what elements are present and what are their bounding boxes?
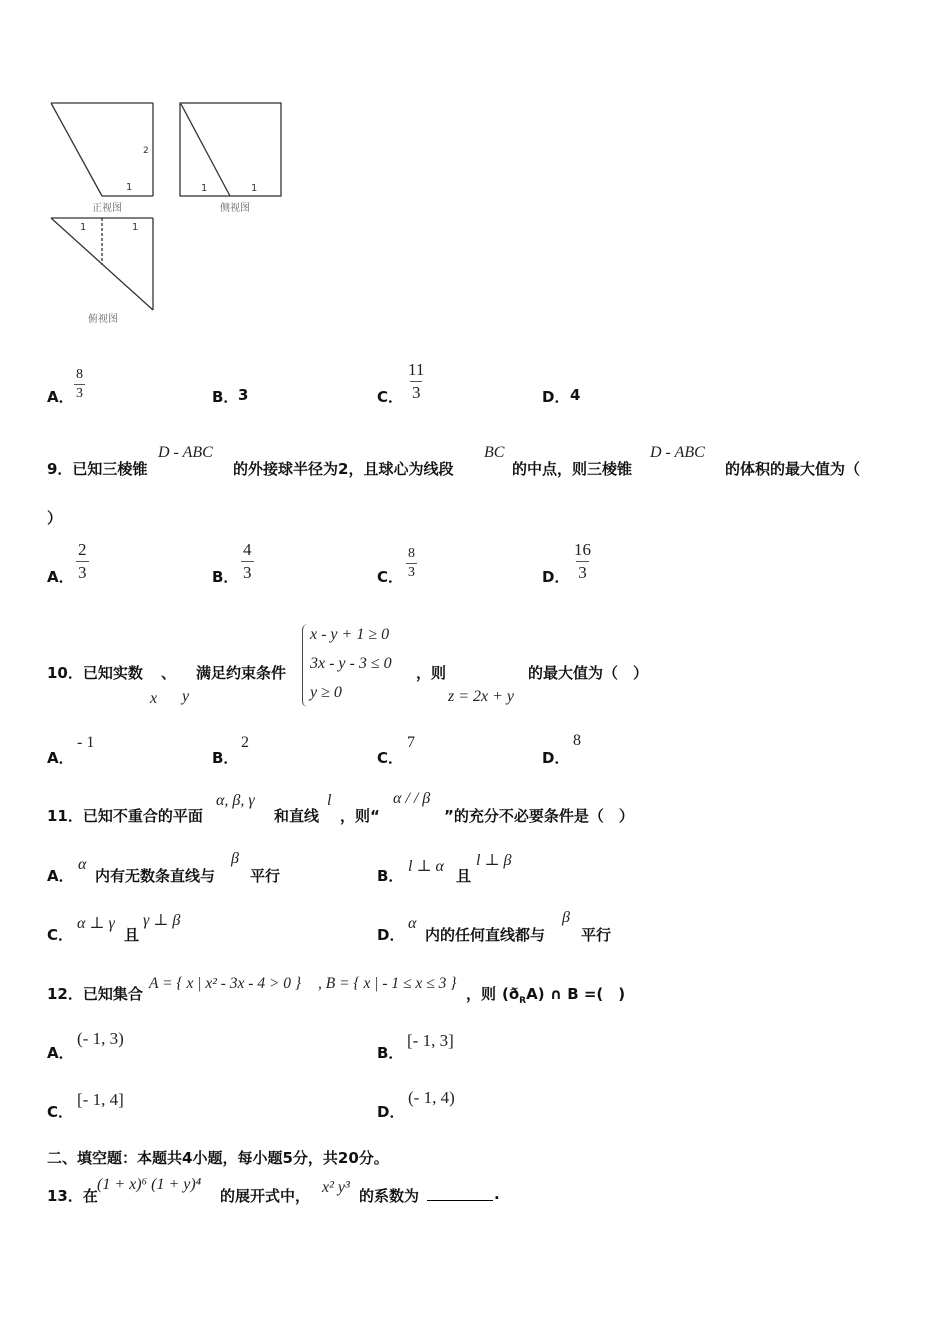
q11-then: ，则“ [340,807,380,825]
q9-option-d-label[interactable]: D． [542,568,570,586]
q11-option-b-label[interactable]: B． [377,867,404,885]
q10-then: ，则 [416,664,447,682]
side-dim-right: 1 [251,183,258,194]
q11-option-c-label[interactable]: C． [47,926,74,944]
q11-line: l [327,792,332,809]
q12-option-a-label[interactable]: A． [47,1044,74,1062]
q8-option-a-fraction [74,367,85,402]
side-dim-left: 1 [201,183,208,194]
q10-option-d-value: 8 [573,732,581,749]
q10-var-x: x [150,690,158,707]
q10-cond: 满足约束条件 [196,664,287,682]
q13-answer-blank[interactable] [427,1186,493,1201]
front-dim-right: 2 [143,146,149,156]
q8-option-c-fraction [406,360,426,403]
q8-option-b-value: 3 [238,386,249,404]
q12-option-b-value: [- 1, 3] [407,1031,454,1050]
q10-option-a-value: - 1 [77,734,95,751]
q10-sep: 、 [161,664,177,682]
q11-planes: α, β, γ [216,792,255,809]
q9-option-d-den: 3 [578,563,587,582]
q12-option-d-label[interactable]: D． [377,1103,405,1121]
q11-option-c-text: 且 [124,926,140,944]
q11-option-a-m1: α [78,856,87,873]
q8-option-b-label[interactable]: B． [212,388,239,406]
q10-suffix: 的最大值为（ ） [528,664,649,682]
q12-option-b-label[interactable]: B． [377,1044,404,1062]
front-view-label: 正视图 [92,203,122,214]
q10-option-b-label[interactable]: B． [212,749,239,767]
q8-option-c-label[interactable]: C． [377,388,404,406]
q12-expr [502,983,625,1006]
q8-option-a-den: 3 [76,386,83,401]
q12-prefix: 12．已知集合 [47,985,143,1003]
q9-option-b-fraction [241,540,254,583]
q9-close: ） [47,509,63,527]
q9-option-a-fraction [76,540,89,583]
q9-option-b-label[interactable]: B． [212,568,239,586]
q9-suffix: 的体积的最大值为（ [725,460,861,478]
q11-option-a-m2: β [231,850,239,867]
q9-prefix: 9．已知三棱锥 [47,460,148,478]
q9-mid2: 的中点，则三棱锥 [512,460,633,478]
q11-prefix: 11．已知不重合的平面 [47,807,203,825]
q10-z: z = 2x + y [448,688,515,705]
q10-option-a-label[interactable]: A． [47,749,74,767]
q12-expr-sub: R [519,996,527,1006]
side-view [180,103,281,196]
top-dim-right: 1 [132,222,139,233]
q12-set-a: A = { x | x² - 3x - 4 > 0 } [149,975,302,992]
q9-tetra1: D - ABC [158,444,213,461]
q9-option-c-num: 8 [408,546,415,561]
q10-option-b-value: 2 [241,734,249,751]
q13-term: x² y³ [322,1179,350,1196]
q9-option-d-num: 16 [574,540,591,559]
q9-mid1: 的外接球半径为2，且球心为线段 [233,460,454,478]
q9-seg: BC [484,444,505,461]
q13-expr: (1 + x)⁶ (1 + y)⁴ [97,1176,202,1193]
q9-option-a-den: 3 [78,563,87,582]
q9-option-c-label[interactable]: C． [377,568,404,586]
top-dim-left: 1 [80,222,87,233]
q11-parallel: α / / β [393,790,431,807]
q10-prefix: 10．已知实数 [47,664,143,682]
q9-option-c-den: 3 [408,565,415,580]
q12-then: ，则 [466,985,497,1003]
q11-option-d-m2: β [562,909,570,926]
q8-option-a-label[interactable]: A． [47,388,74,406]
q11-option-b-m1: l ⊥ α [408,858,444,875]
q13-mid: 的展开式中， [220,1187,311,1205]
q8-option-a-num: 8 [76,367,83,382]
top-view-label: 俯视图 [88,314,118,325]
q9-option-d-fraction [572,540,593,583]
q9-option-c-fraction [406,546,417,581]
q10-option-d-label[interactable]: D． [542,749,570,767]
q11-option-c-m2: γ ⊥ β [143,912,181,929]
q8-option-d-value: 4 [570,386,581,404]
q11-option-d-m1: α [408,915,417,932]
q9-option-b-den: 3 [243,563,252,582]
q8-option-c-den: 3 [411,383,421,402]
q8-option-d-label[interactable]: D． [542,388,570,406]
q13-suffix: 的系数为 [359,1187,420,1205]
front-view [51,103,153,196]
q12-expr-main: (ð [502,985,520,1003]
q11-option-d-end: 平行 [581,926,612,944]
q12-option-d-value: (- 1, 4) [408,1088,455,1107]
q8-option-c-num: 11 [408,360,425,379]
q11-option-d-text: 内的任何直线都与 [425,926,546,944]
q11-option-a-text: 内有无数条直线与 [95,867,216,885]
q9-option-a-num: 2 [78,540,87,559]
q11-and-line: 和直线 [274,807,320,825]
side-view-label: 侧视图 [220,203,250,214]
q10-c1: x - y + 1 ≥ 0 [310,626,390,643]
q9-option-b-num: 4 [243,540,252,559]
q11-option-a-label[interactable]: A． [47,867,74,885]
q13-prefix: 13．在 [47,1187,98,1205]
q10-c3: y ≥ 0 [310,684,342,701]
q10-c2: 3x - y - 3 ≤ 0 [310,655,392,672]
q11-option-b-text: 且 [456,867,472,885]
q13-end: . [494,1185,500,1203]
section2-title: 二、填空题：本题共4小题，每小题5分，共20分。 [47,1149,389,1167]
q9-tetra2: D - ABC [650,444,705,461]
q12-option-a-value: (- 1, 3) [77,1029,124,1048]
q11-option-b-m2: l ⊥ β [476,852,512,869]
q12-option-c-label[interactable]: C． [47,1103,74,1121]
q11-option-c-m1: α ⊥ γ [77,915,115,932]
q9-option-a-label[interactable]: A． [47,568,74,586]
q11-option-d-label[interactable]: D． [377,926,405,944]
q12-option-c-value: [- 1, 4] [77,1090,124,1109]
three-view-figure [40,95,300,335]
q10-option-c-label[interactable]: C． [377,749,404,767]
q12-expr-tail: A) ∩ B =( ) [526,985,626,1003]
q12-set-b: , B = { x | - 1 ≤ x ≤ 3 } [318,975,457,992]
q10-option-c-value: 7 [407,734,415,751]
q10-var-y: y [182,688,190,705]
front-dim-bottom: 1 [126,182,133,193]
q11-option-a-end: 平行 [250,867,281,885]
q11-suffix: ”的充分不必要条件是（ ） [444,807,634,825]
